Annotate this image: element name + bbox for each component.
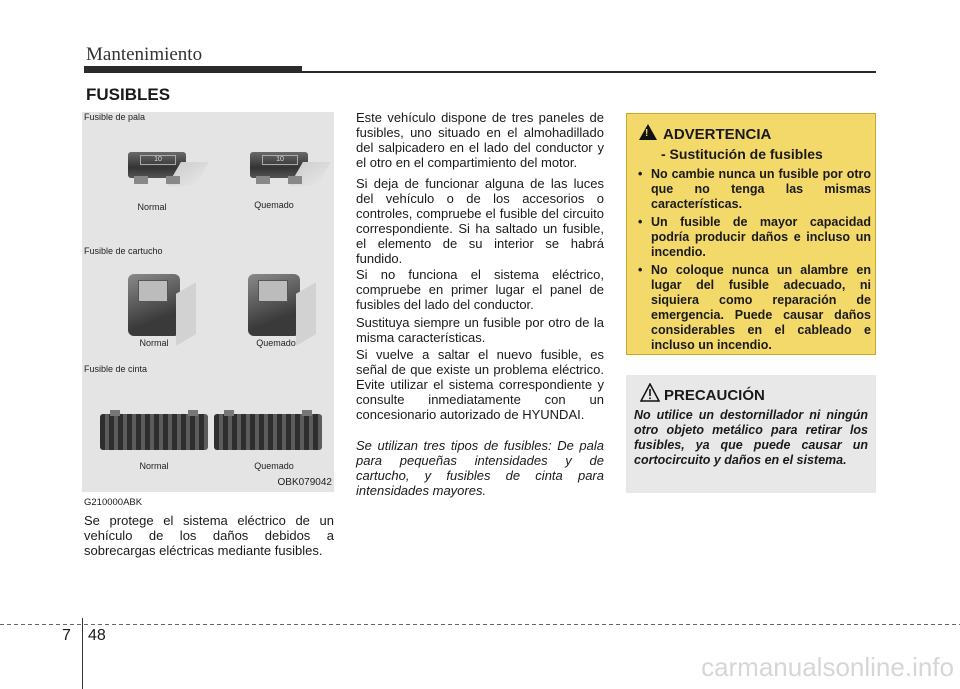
blade-blown-label: Quemado — [254, 200, 294, 210]
blade-fuse-normal — [128, 152, 186, 178]
warning-item: • Un fusible de mayor capacidad podría producir daños e incluso un incendio. — [635, 215, 871, 260]
intro-paragraph: Se protege el sistema eléctrico de un vehículo de los daños debidos a sobrecargas eléctricas mediante fusibles. — [84, 513, 334, 558]
cartridge-normal-label: Normal — [139, 338, 169, 348]
section-title: FUSIBLES — [86, 85, 171, 104]
header-bar — [84, 66, 302, 73]
warning-item: • No cambie nunca un fusible por otro que no tenga las mismas características. — [635, 167, 871, 212]
cartridge-fuse-normal — [128, 274, 180, 336]
warning-item: • No coloque nunca un alambre en lugar del fusible adecuado, ni siquiera como reparación de emergencia. Puede causar daños considerables en el cableado e incluso un incendio. — [635, 263, 871, 353]
caution-title: PRECAUCIÓN — [664, 387, 765, 404]
warning-box: ! ADVERTENCIA - Sustitución de fusibles • No cambie nunca un fusible por otro que no tenga las mismas características. • Un fusible de mayor capacidad podría producir daños e incluso un incendio. • No coloque nunca un alambre en lugar del fusible adecuado, ni siquiera como reparación de emergencia. Puede causar daños considerables en el cableado e incluso un incendio. — [626, 113, 876, 355]
page-header-title: Mantenimiento — [86, 44, 203, 65]
warning-title: ADVERTENCIA — [663, 126, 772, 143]
caution-box — [626, 375, 876, 493]
strip-blown-label: Quemado — [254, 461, 294, 471]
warning-subtitle: - Sustitución de fusibles — [661, 146, 823, 162]
caution-text: No utilice un destornillador ni ningún otro objeto metálico para retirar los fusibles, ya que puede causar un cortocircuito y daños en el sistema. — [634, 408, 868, 467]
header-rule — [302, 71, 876, 73]
footer-rule — [0, 624, 960, 625]
cartridge-blown-label: Quemado — [256, 338, 296, 348]
fuse-rating: 10 — [140, 155, 176, 165]
paragraph-fuse-panels: Este vehículo dispone de tres paneles de fusibles, uno situado en el almohadillado del salpicadero en el lado del conductor y el otro en el compartimiento del motor. — [356, 110, 604, 170]
paragraph-replace-fuse: Sustituya siempre un fusible por otro de la misma características. — [356, 315, 604, 345]
paragraph-repeated-blow: Si vuelve a saltar el nuevo fusible, es señal de que existe un problema eléctrico. Evite utilizar el sistema correspondiente y consulte inmediatamente con un concesionario autorizado de HYUNDAI. — [356, 347, 604, 422]
caution-icon — [640, 383, 660, 403]
cartridge-fuse-blown — [248, 274, 300, 336]
page-number: 48 — [88, 627, 106, 644]
paragraph-check-fuse: Si deja de funcionar alguna de las luces del vehículo o de los accesorios o controles, compruebe el fusible del circuito correspondiente. Si ha saltado un fusible, el elemento de su interior se habrá fundido. — [356, 176, 604, 266]
strip-fuse-caption: Fusible de cinta — [84, 364, 148, 374]
paragraph-fuse-types: Se utilizan tres tipos de fusibles: De pala para pequeñas intensidades y de cartucho, y fusibles de cinta para intensidades mayores. — [356, 438, 604, 498]
strip-normal-label: Normal — [139, 461, 169, 471]
fuse-rating: 10 — [262, 155, 298, 165]
paragraph-electrical-failure: Si no funciona el sistema eléctrico, compruebe en primer lugar el panel de fusibles del lado del conductor. — [356, 267, 604, 312]
footer-divider — [82, 618, 83, 689]
site-watermark: carmanualsonline.info — [701, 652, 954, 682]
section-code: G210000ABK — [84, 497, 143, 508]
cartridge-fuse-caption: Fusible de cartucho — [84, 246, 163, 256]
fuse-types-figure — [82, 112, 334, 492]
figure-code: OBK079042 — [277, 477, 332, 488]
blade-fuse-blown — [250, 152, 308, 178]
blade-fuse-caption: Fusible de pala — [84, 112, 146, 122]
warning-list — [635, 167, 871, 356]
strip-fuse-normal — [100, 414, 208, 450]
strip-fuse-blown — [214, 414, 322, 450]
blade-normal-label: Normal — [137, 202, 167, 212]
chapter-number: 7 — [62, 627, 71, 644]
